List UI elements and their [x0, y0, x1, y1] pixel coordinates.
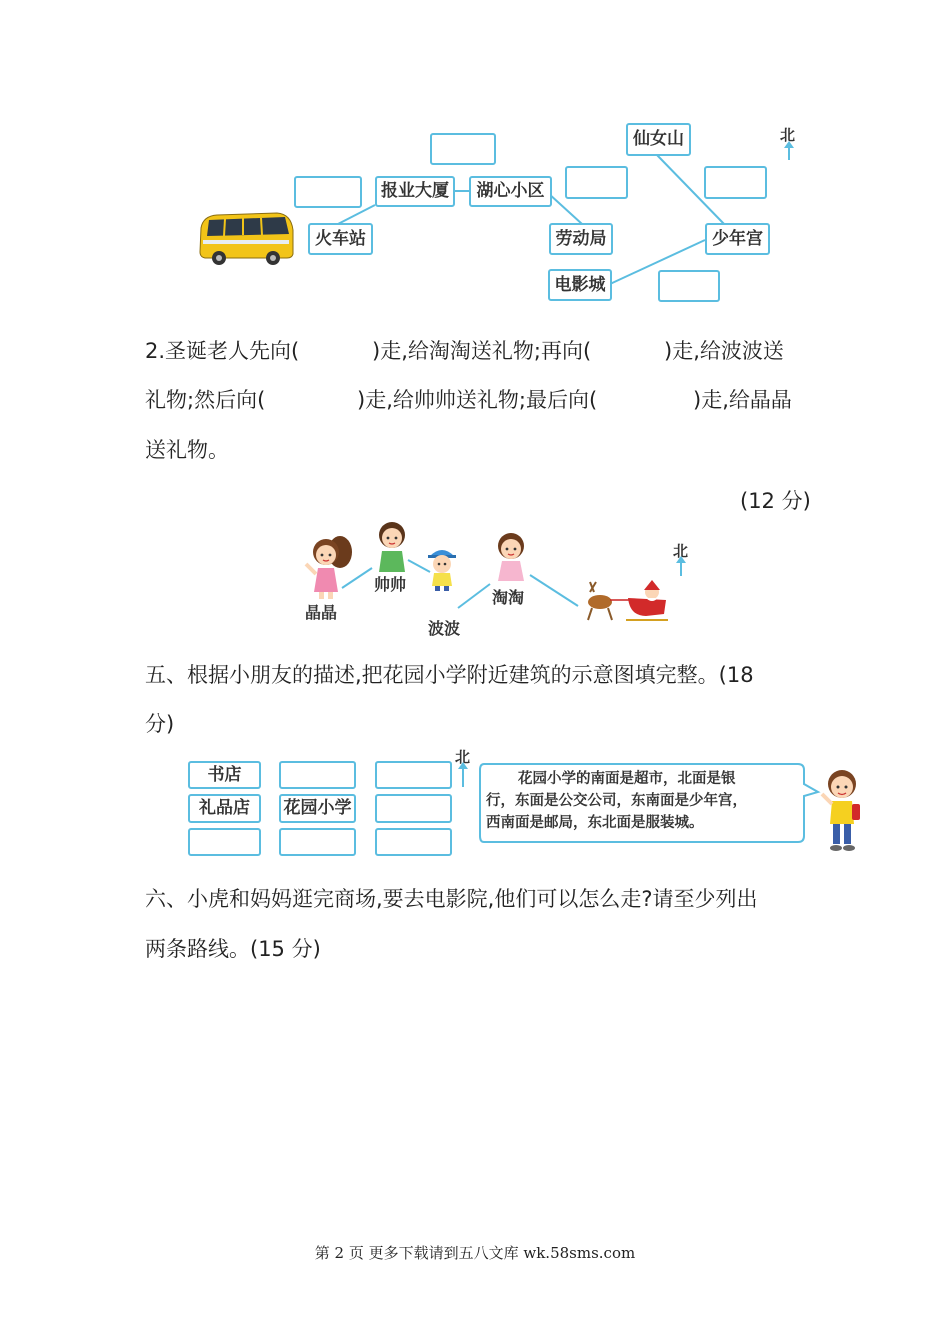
label-jingjing: 晶晶	[305, 603, 338, 622]
q2-score: (12 分)	[740, 489, 811, 513]
place-train-station: 火车站	[308, 223, 373, 255]
grid-blank-south[interactable]	[279, 828, 356, 856]
speech-bubble-text	[486, 768, 806, 834]
label-shuaishuai: 帅帅	[374, 575, 407, 594]
north-label: 北	[780, 126, 796, 144]
santa-sleigh-icon	[580, 578, 672, 626]
q6-line2: 两条路线。(15 分)	[145, 937, 321, 961]
grid-garden-school: 花园小学	[279, 794, 356, 823]
place-cinema-city: 电影城	[548, 269, 612, 301]
grid-blank-southeast[interactable]	[375, 828, 452, 856]
bus-icon	[195, 208, 295, 268]
q5-line1: 五、根据小朋友的描述,把花园小学附近建筑的示意图填完整。(18	[145, 663, 754, 687]
blank-box-west[interactable]	[294, 176, 362, 208]
place-labor-bureau: 劳动局	[549, 223, 613, 255]
boy-xiaohu-icon	[818, 766, 866, 854]
place-lakeside-community: 湖心小区	[469, 176, 552, 207]
blank-box-southeast[interactable]	[658, 270, 720, 302]
kids-north-label: 北	[673, 542, 689, 560]
blank-box-east-center[interactable]	[565, 166, 628, 199]
place-newspaper-building: 报业大厦	[375, 176, 455, 207]
blank-box-north-center[interactable]	[430, 133, 496, 165]
q2-line2-part3: )走,给晶晶	[693, 388, 792, 412]
label-taotao: 淘淘	[492, 588, 525, 607]
label-bobo: 波波	[428, 619, 461, 638]
q5-north-arrow-icon	[462, 768, 464, 787]
q5-line2: 分)	[145, 712, 175, 736]
q2-line1-part1: 2.圣诞老人先向(	[145, 339, 300, 363]
q2-line1-part3: )走,给波波送	[664, 339, 784, 363]
grid-blank-north[interactable]	[279, 761, 356, 789]
speech-line-3: 西南面是邮局，东北面是服装城。	[486, 814, 704, 831]
speech-line-2: 行，东面是公交公司，东南面是少年宫，	[486, 792, 747, 809]
girl-jingjing-icon	[300, 534, 358, 600]
q6-line1: 六、小虎和妈妈逛完商场,要去电影院,他们可以怎么走?请至少列出	[145, 887, 758, 911]
page-footer: 第 2 页 更多下载请到五八文库 wk.58sms.com	[314, 1244, 636, 1262]
grid-blank-northeast[interactable]	[375, 761, 452, 789]
q2-line3: 送礼物。	[145, 438, 229, 462]
boy-bobo-icon	[424, 544, 460, 592]
grid-blank-east[interactable]	[375, 794, 452, 823]
kids-north-arrow-icon	[680, 562, 682, 576]
north-arrow-icon	[788, 147, 790, 160]
grid-blank-southwest[interactable]	[188, 828, 261, 856]
place-fairy-mountain: 仙女山	[626, 123, 691, 156]
kids-connector-lines	[0, 510, 950, 640]
girl-taotao-icon	[490, 531, 532, 583]
q2-line2-part1: 礼物;然后向(	[145, 388, 266, 412]
speech-line-1: 花园小学的南面是超市，北面是银	[518, 770, 736, 787]
place-youth-palace: 少年宫	[705, 223, 770, 255]
q5-north-label: 北	[455, 748, 471, 766]
grid-bookstore: 书店	[188, 761, 261, 789]
blank-box-northeast[interactable]	[704, 166, 767, 199]
q2-line1-part2: )走,给淘淘送礼物;再向(	[372, 339, 592, 363]
grid-gift-shop: 礼品店	[188, 794, 261, 823]
q2-line2-part2: )走,给帅帅送礼物;最后向(	[357, 388, 598, 412]
boy-shuaishuai-icon	[371, 520, 413, 576]
